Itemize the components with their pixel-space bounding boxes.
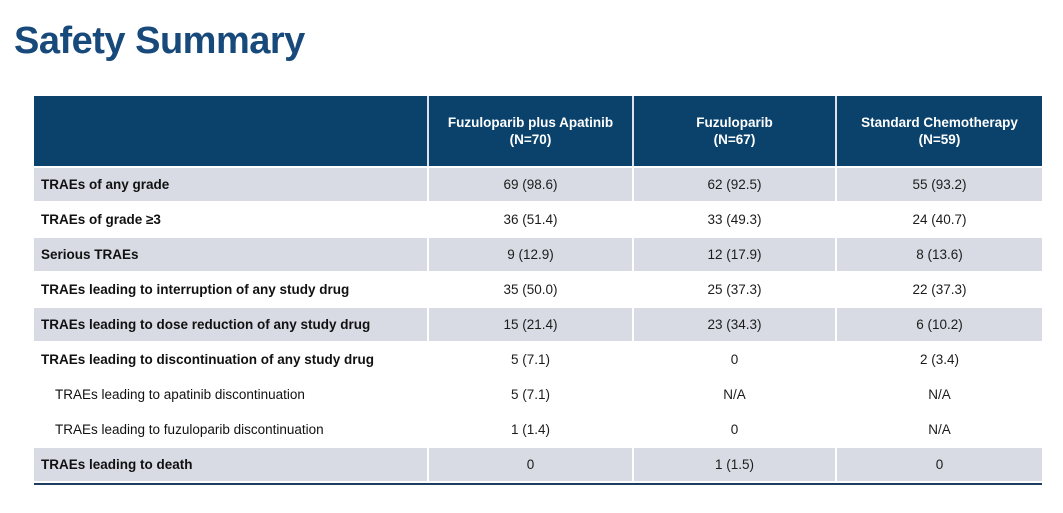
table-row xyxy=(34,273,1042,306)
row-value: 6 (10.2) xyxy=(835,308,1042,341)
row-value: 5 (7.1) xyxy=(427,378,632,411)
table-row xyxy=(34,308,1042,341)
row-value: 55 (93.2) xyxy=(835,168,1042,201)
row-label: Serious TRAEs xyxy=(41,247,139,262)
table-row xyxy=(34,448,1042,481)
table-bottom-border xyxy=(34,483,1042,485)
table-row xyxy=(34,343,1042,376)
row-value: 62 (92.5) xyxy=(632,168,835,201)
column-header-3 xyxy=(835,96,1042,166)
row-label: TRAEs leading to interruption of any study drug xyxy=(41,282,350,297)
row-value: 33 (49.3) xyxy=(632,203,835,236)
row-label: TRAEs of grade ≥3 xyxy=(41,212,161,227)
row-label: TRAEs leading to discontinuation of any study drug xyxy=(41,352,375,367)
row-value: 24 (40.7) xyxy=(835,203,1042,236)
row-value: 69 (98.6) xyxy=(427,168,632,201)
row-value: 23 (34.3) xyxy=(632,308,835,341)
row-value: 1 (1.4) xyxy=(427,413,632,446)
row-value: N/A xyxy=(835,378,1042,411)
row-value: 0 xyxy=(427,448,632,481)
row-value: 8 (13.6) xyxy=(835,238,1042,271)
column-header-1 xyxy=(427,96,632,166)
row-label: TRAEs leading to dose reduction of any study drug xyxy=(41,317,371,332)
row-value: 25 (37.3) xyxy=(632,273,835,306)
table-row xyxy=(34,168,1042,201)
row-value: 2 (3.4) xyxy=(835,343,1042,376)
row-label: TRAEs leading to fuzuloparib discontinuation xyxy=(55,422,324,437)
row-value: 15 (21.4) xyxy=(427,308,632,341)
row-value: 22 (37.3) xyxy=(835,273,1042,306)
row-label: TRAEs of any grade xyxy=(41,177,170,192)
row-value: N/A xyxy=(632,378,835,411)
row-value: 0 xyxy=(835,448,1042,481)
safety-summary-table xyxy=(34,96,1042,485)
row-value: 5 (7.1) xyxy=(427,343,632,376)
column-header-name: Fuzuloparib plus Apatinib xyxy=(447,115,614,130)
row-value: 0 xyxy=(632,343,835,376)
column-header-2 xyxy=(632,96,835,166)
row-value: N/A xyxy=(835,413,1042,446)
row-value: 1 (1.5) xyxy=(632,448,835,481)
column-header-name: Fuzuloparib xyxy=(696,115,773,130)
table-row xyxy=(34,413,1042,446)
table-row xyxy=(34,238,1042,271)
column-header-n: (N=70) xyxy=(509,132,552,147)
header-empty-cell xyxy=(34,96,427,166)
table-body xyxy=(34,168,1042,481)
row-value: 12 (17.9) xyxy=(632,238,835,271)
row-label: TRAEs leading to apatinib discontinuation xyxy=(55,387,305,402)
row-value: 36 (51.4) xyxy=(427,203,632,236)
column-header-n: (N=67) xyxy=(713,132,756,147)
table-row xyxy=(34,203,1042,236)
row-value: 35 (50.0) xyxy=(427,273,632,306)
column-header-n: (N=59) xyxy=(918,132,961,147)
row-label: TRAEs leading to death xyxy=(41,457,193,472)
table-row xyxy=(34,378,1042,411)
column-header-name: Standard Chemotherapy xyxy=(861,115,1018,130)
row-value: 0 xyxy=(632,413,835,446)
page-title: Safety Summary xyxy=(14,20,305,62)
row-value: 9 (12.9) xyxy=(427,238,632,271)
table-header-row xyxy=(34,96,1042,166)
